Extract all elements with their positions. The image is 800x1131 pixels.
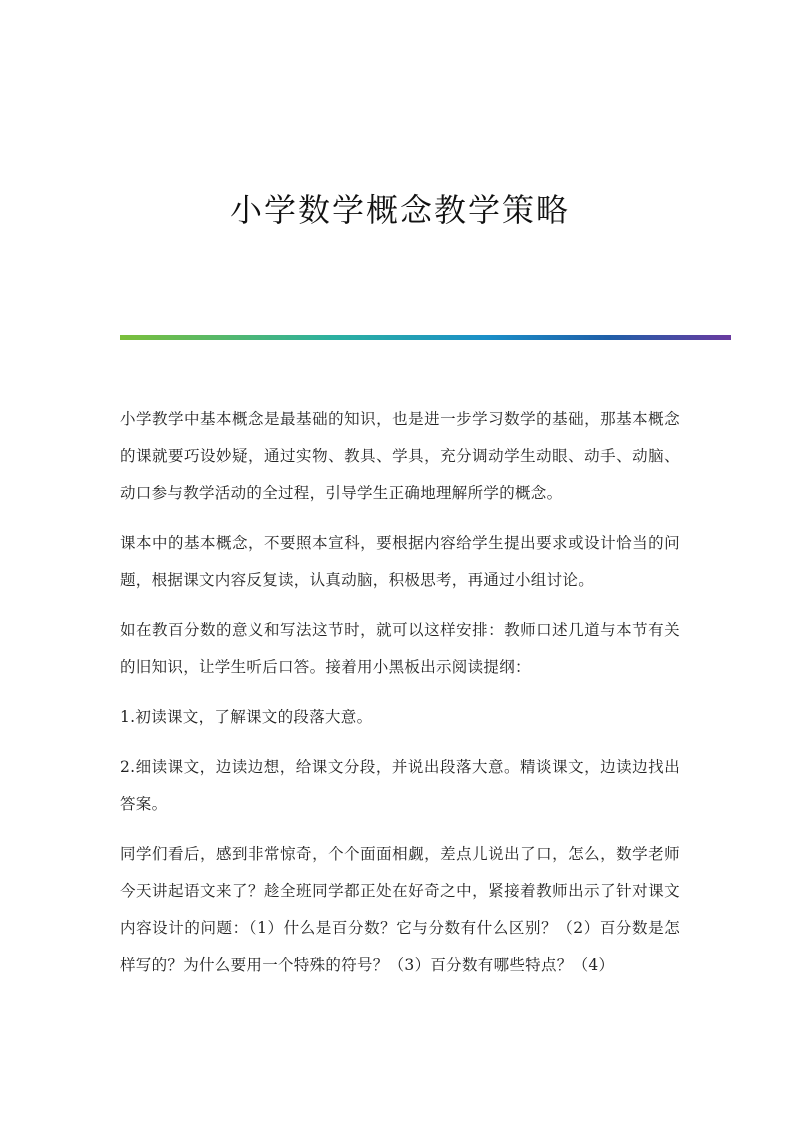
paragraph-concepts: 课本中的基本概念，不要照本宣科，要根据内容给学生提出要求或设计恰当的问题，根据课文内容反复读，认真动脑，积极思考，再通过小组讨论。	[120, 534, 680, 589]
paragraph-intro: 小学教学中基本概念是最基础的知识，也是进一步学习数学的基础，那基本概念的课就要巧设妙疑，通过实物、教具、学具，充分调动学生动眼、动手、动脑、动口参与教学活动的全过程，引导学生正确地理解所学的概念。	[120, 410, 680, 502]
title-divider	[120, 335, 731, 340]
document-title: 小学数学概念教学策略	[229, 191, 570, 229]
paragraph-example: 如在教百分数的意义和写法这节时，就可以这样安排：教师口述几道与本节有关的旧知识，让学生听后口答。接着用小黑板出示阅读提纲：	[120, 621, 680, 676]
list-item-2: 2.细读课文，边读边想，给课文分段，并说出段落大意。精谈课文，边读边找出答案。	[120, 758, 680, 813]
list-item-1: 1.初读课文，了解课文的段落大意。	[120, 708, 373, 726]
document-body	[120, 401, 680, 997]
paragraph-reaction: 同学们看后，感到非常惊奇，个个面面相觑，差点儿说出了口，怎么，数学老师今天讲起语文来了？趁全班同学都正处在好奇之中，紧接着教师出示了针对课文内容设计的问题：（1）什么是百分数？它与分数有什么区别？（2）百分数是怎样写的？为什么要用一个特殊的符号？（3）百分数有哪些特点？（4）	[120, 845, 680, 974]
